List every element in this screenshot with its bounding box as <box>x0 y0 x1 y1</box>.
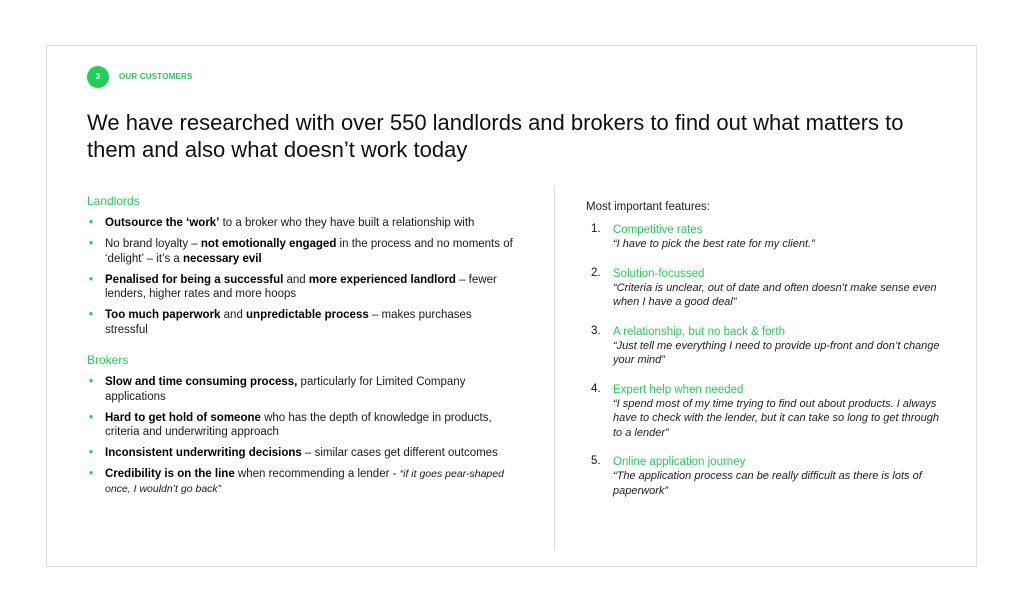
text: and <box>283 273 309 286</box>
section-label: OUR CUSTOMERS <box>119 72 193 81</box>
bold-text: Outsource the ‘work’ <box>105 217 220 229</box>
text: in the process and no moments of ‘delight’ – it’s a <box>105 238 513 265</box>
brokers-list <box>87 375 517 496</box>
bold-text: necessary evil <box>183 252 262 265</box>
feature-title: Online application journey <box>613 456 746 468</box>
feature-quote: “Criteria is unclear, out of date and often doesn’t make sense even when I have a good deal” <box>613 281 937 308</box>
bullet-icon: • <box>89 273 94 286</box>
left-column <box>87 194 517 503</box>
feature-number: 4. <box>591 382 601 395</box>
feature-item <box>586 383 946 441</box>
list-item <box>87 411 517 440</box>
bold-text: Penalised for being a successful <box>105 273 284 286</box>
features-column <box>586 201 946 513</box>
landlords-list <box>87 216 517 337</box>
bold-text: more experienced landlord <box>308 273 456 286</box>
text: when recommending a lender - <box>234 468 400 480</box>
bullet-icon: • <box>89 309 94 321</box>
list-item <box>87 446 517 461</box>
text: particularly for Limited Company applications <box>105 376 466 403</box>
feature-number: 3. <box>591 324 601 337</box>
bullet-icon: • <box>89 376 94 388</box>
list-item <box>87 237 517 266</box>
bold-text: not emotionally engaged <box>200 238 337 250</box>
feature-number: 1. <box>591 223 601 235</box>
feature-quote: “Just tell me everything I need to provide up-front and don’t change your mind” <box>613 339 940 366</box>
list-item <box>87 273 517 302</box>
feature-title: Solution-focussed <box>613 267 705 280</box>
bullet-icon: • <box>89 238 94 250</box>
bullet-icon: • <box>89 468 94 480</box>
list-item <box>87 375 517 404</box>
text: who has the depth of knowledge in products, criteria and underwriting approach <box>105 411 492 438</box>
section-number-badge: 3 <box>87 66 109 88</box>
bold-text: Inconsistent underwriting decisions <box>105 447 302 459</box>
bold-text: Hard to get hold of someone <box>105 411 261 424</box>
bold-text: unpredictable process <box>246 309 369 321</box>
feature-item <box>586 325 946 368</box>
bullet-icon: • <box>89 447 94 459</box>
feature-item <box>586 455 946 498</box>
text: – similar cases get different outcomes <box>301 447 498 459</box>
bold-text: Credibility is on the line <box>105 468 235 480</box>
feature-quote: “I have to pick the best rate for my client.” <box>613 238 815 250</box>
slide <box>46 45 977 567</box>
feature-number: 5. <box>591 455 601 467</box>
feature-item <box>586 267 946 310</box>
list-item <box>87 467 517 496</box>
page-title: We have researched with over 550 landlords and brokers to find out what matters to them and also what doesn’t work today <box>87 110 904 162</box>
feature-title: A relationship, but no back & forth <box>613 325 785 338</box>
text: – fewer lenders, higher rates and more hoops <box>105 273 497 300</box>
column-divider <box>554 186 555 551</box>
feature-title: Competitive rates <box>613 224 703 236</box>
brokers-heading: Brokers <box>87 353 129 367</box>
feature-number: 2. <box>591 266 601 279</box>
text: and <box>220 309 247 321</box>
feature-title: Expert help when needed <box>613 383 744 396</box>
feature-quote: “The application process can be really difficult as there is lots of paperwork” <box>613 470 922 497</box>
feature-item <box>586 223 946 252</box>
text: to a broker who they have built a relationship with <box>219 217 475 229</box>
text: – makes purchases stressful <box>105 309 472 336</box>
bold-text: Slow and time consuming process, <box>105 376 298 388</box>
bullet-icon: • <box>89 411 94 424</box>
bold-text: Too much paperwork <box>105 309 221 321</box>
text: No brand loyalty – <box>105 238 201 250</box>
quote-text: “if it goes pear-shaped once, I wouldn’t go back” <box>105 468 504 495</box>
list-item <box>87 308 517 337</box>
bullet-icon: • <box>89 217 94 229</box>
features-heading: Most important features: <box>586 201 710 213</box>
feature-quote: “I spend most of my time trying to find out about products. I always have to check with the lender, but it can take so long to get through to a lender” <box>613 397 939 439</box>
list-item <box>87 216 517 231</box>
landlords-heading: Landlords <box>87 194 140 208</box>
